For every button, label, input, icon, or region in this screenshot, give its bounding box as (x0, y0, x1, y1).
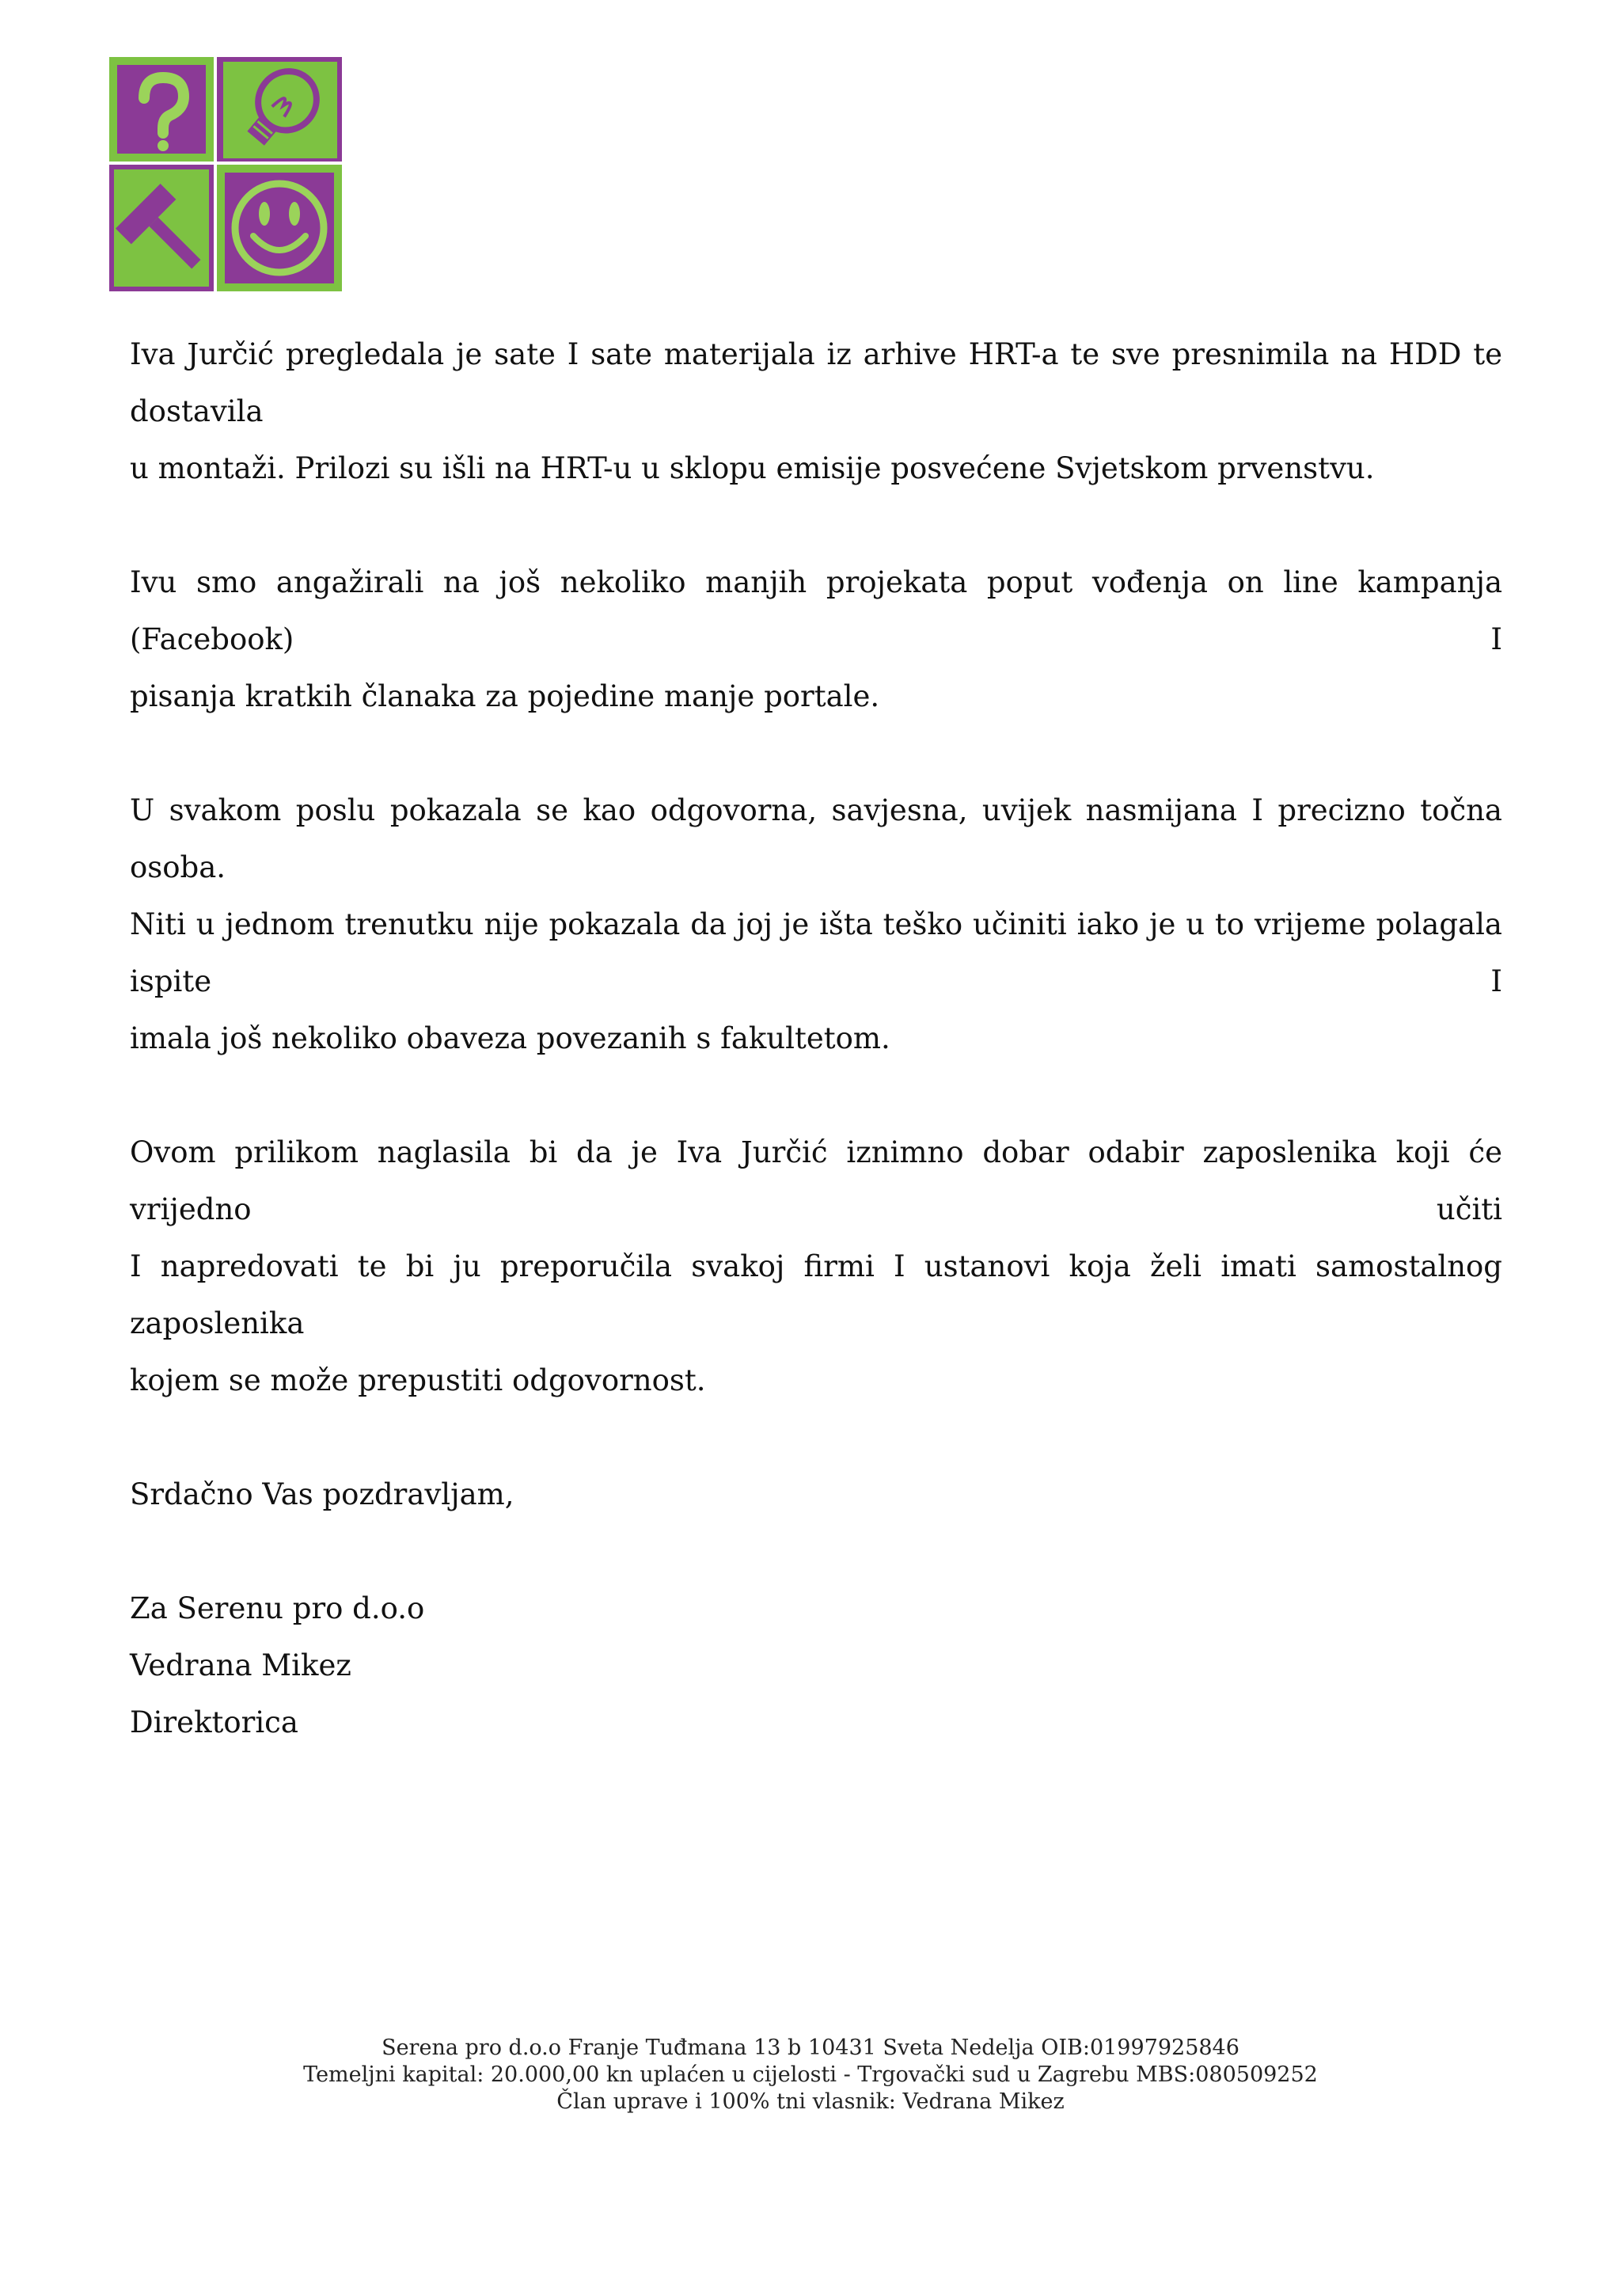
paragraph-line: imala još nekoliko obaveza povezanih s fakultetom. (130, 1021, 890, 1055)
paragraph-line: pisanja kratkih članaka za pojedine manje portale. (130, 679, 880, 713)
page-footer (0, 2035, 1621, 2115)
paragraph-3 (130, 782, 1502, 1067)
letter-body (130, 326, 1502, 1751)
footer-address: Serena pro d.o.o Franje Tuđmana 13 b 10431 Sveta Nedelja OIB:01997925846 (382, 2036, 1239, 2060)
paragraph-line: Ovom prilikom naglasila bi da je Iva Jurčić iznimno dobar odabir zaposlenika koji će vrijedno učiti (130, 1135, 1502, 1226)
footer-registration: Temeljni kapital: 20.000,00 kn uplaćen u cijelosti - Trgovački sud u Zagrebu MBS:080509252 (303, 2062, 1318, 2087)
paragraph-line: Ivu smo angažirali na još nekoliko manjih projekata poput vođenja on line kampanja (Facebook) I (130, 565, 1502, 656)
paragraph-2 (130, 554, 1502, 725)
footer-owner: Član uprave i 100% tni vlasnik: Vedrana Mikez (556, 2089, 1065, 2114)
light-bulb-icon (217, 57, 342, 162)
paragraph-line: u montaži. Prilozi su išli na HRT-u u sklopu emisije posvećene Svjetskom prvenstvu. (130, 451, 1375, 485)
signature-company: Za Serenu pro d.o.o (130, 1591, 425, 1625)
paragraph-line: Iva Jurčić pregledala je sate I sate materijala iz arhive HRT-a te sve presnimila na HDD te dostavila (130, 337, 1502, 428)
signature-block (130, 1580, 1502, 1751)
paragraph-line: Niti u jednom trenutku nije pokazala da joj je išta teško učiniti iako je u to vrijeme polagala ispite I (130, 907, 1502, 998)
paragraph-line: I napredovati te bi ju preporučila svakoj firmi I ustanovi koja želi imati samostalnog zaposlenika (130, 1249, 1502, 1340)
company-logo (109, 57, 342, 291)
hammer-icon (109, 165, 218, 291)
closing-greeting: Srdačno Vas pozdravljam, (130, 1477, 514, 1511)
signature-title: Direktorica (130, 1705, 298, 1739)
paragraph-1 (130, 326, 1502, 497)
paragraph-line: U svakom poslu pokazala se kao odgovorna, savjesna, uvijek nasmijana I precizno točna osoba. (130, 793, 1502, 884)
signature-name: Vedrana Mikez (130, 1648, 351, 1682)
smiley-face-icon (217, 165, 342, 291)
question-mark-icon (109, 57, 214, 162)
paragraph-line: kojem se može prepustiti odgovornost. (130, 1363, 706, 1397)
paragraph-4 (130, 1124, 1502, 1409)
